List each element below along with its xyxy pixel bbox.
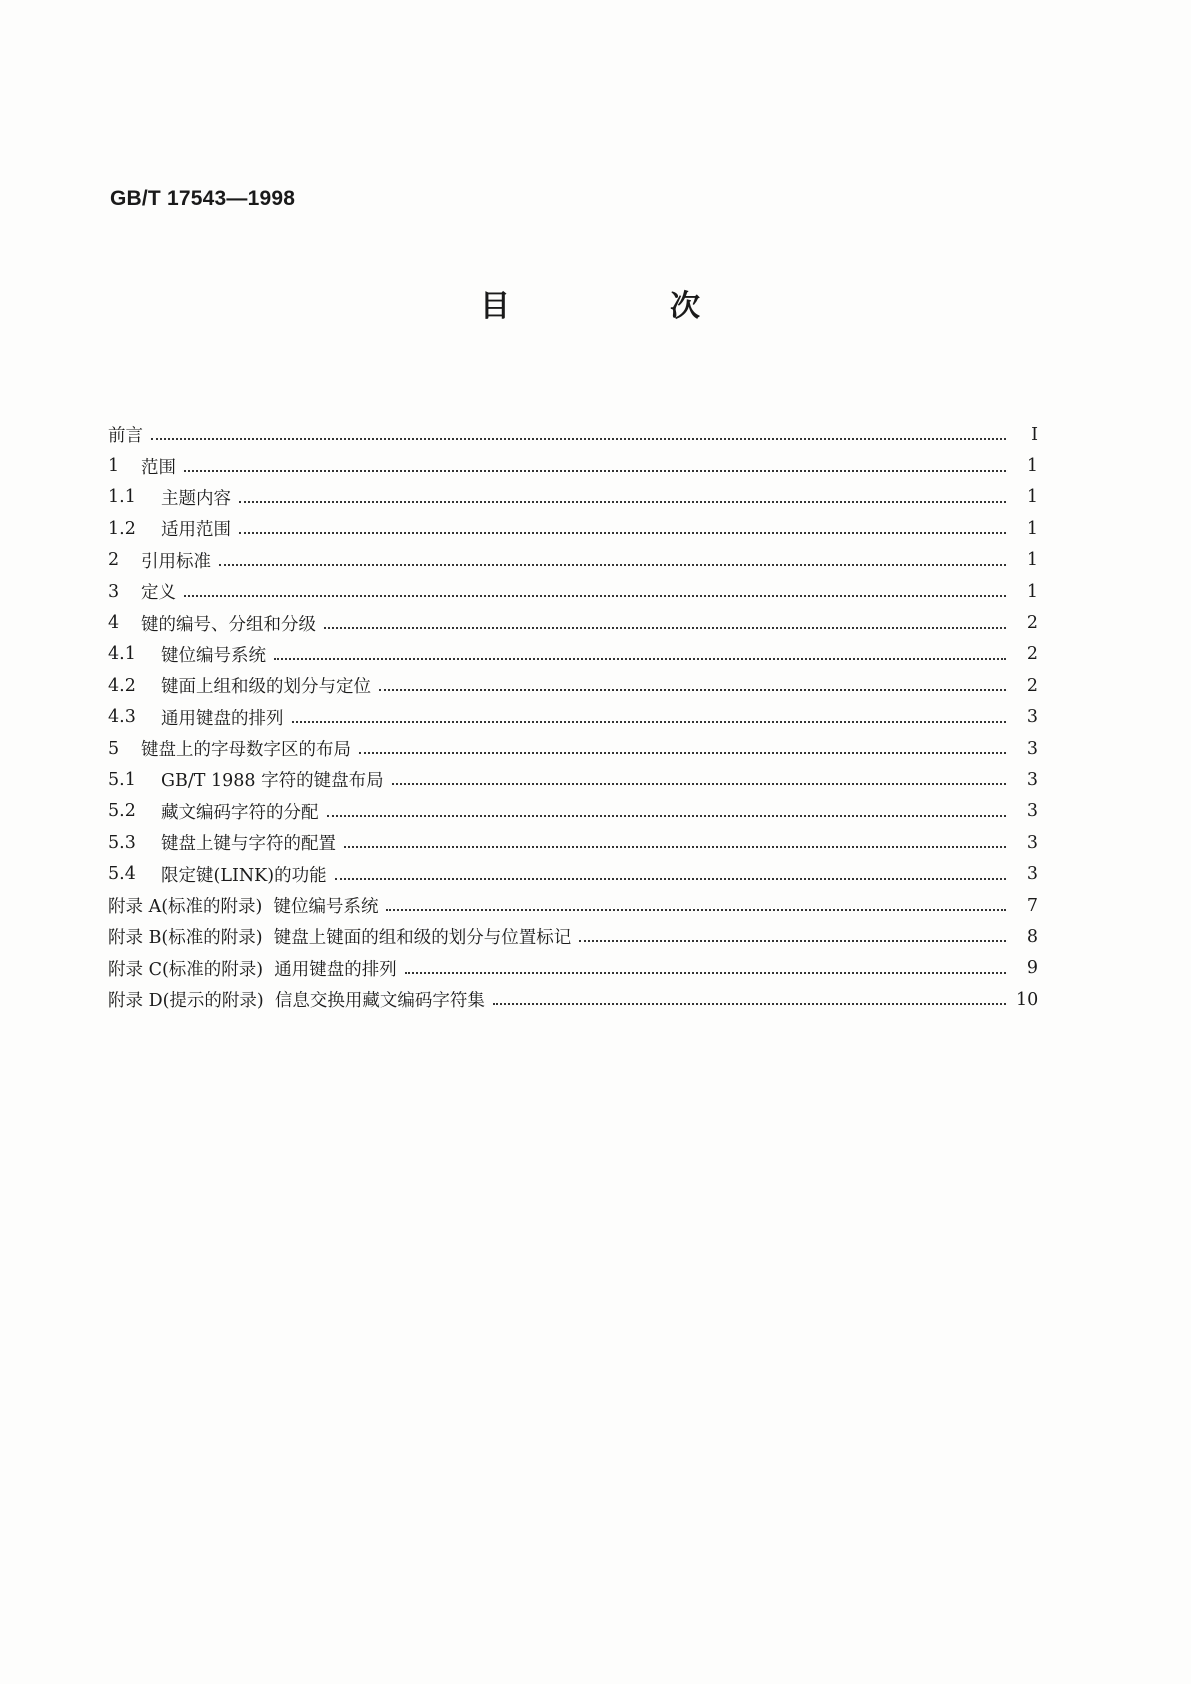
title-char-1: 目	[480, 289, 510, 324]
toc-entry-title: 键的编号、分组和分级	[141, 614, 316, 635]
toc-entry[interactable]	[108, 576, 1038, 607]
toc-entry-page: 10	[1016, 989, 1039, 1010]
toc-dot-leader	[359, 751, 1006, 754]
toc-entry-title: 键盘上的字母数字区的布局	[141, 740, 351, 761]
toc-entry-number: 5.2	[108, 801, 136, 822]
toc-dot-leader	[579, 939, 1006, 942]
toc-entry-title: 键盘上键与字符的配置	[161, 834, 336, 855]
toc-entry[interactable]	[108, 607, 1038, 638]
toc-entry-number: 1.1	[108, 487, 136, 508]
toc-entry-number: 1.2	[108, 518, 136, 539]
toc-entry-page: 1	[1026, 581, 1038, 602]
toc-entry[interactable]	[108, 796, 1038, 827]
toc-dot-leader	[184, 469, 1006, 472]
toc-dot-leader	[239, 531, 1006, 534]
toc-entry-title: 前言	[108, 426, 143, 447]
toc-entry-number: 5.4	[108, 864, 136, 885]
toc-dot-leader	[184, 594, 1006, 597]
toc-entry-page: 1	[1026, 487, 1038, 508]
toc-entry-title: 附录 A(标准的附录) 键位编号系统	[108, 897, 379, 918]
toc-dot-leader	[274, 657, 1006, 660]
toc-entry-title: 通用键盘的排列	[161, 708, 284, 729]
toc-entry-title: 附录 B(标准的附录) 键盘上键面的组和级的划分与位置标记	[108, 928, 572, 949]
toc-entry-page: 2	[1026, 644, 1038, 665]
toc-entry-page: 2	[1026, 675, 1038, 696]
toc-dot-leader	[335, 877, 1006, 880]
toc-entry[interactable]	[108, 953, 1038, 984]
toc-entry-page: 9	[1026, 958, 1038, 979]
page-title	[480, 281, 700, 325]
toc-entry[interactable]	[108, 482, 1038, 513]
toc-entry[interactable]	[108, 984, 1038, 1015]
toc-entry-page: 1	[1026, 550, 1038, 571]
toc-dot-leader	[392, 782, 1006, 785]
toc-dot-leader	[151, 437, 1006, 440]
toc-entry-number: 5.3	[108, 832, 136, 853]
toc-entry[interactable]	[108, 858, 1038, 889]
toc-entry-number: 3	[108, 581, 120, 602]
toc-entry-number: 1	[108, 456, 120, 477]
toc-entry-page: 1	[1026, 518, 1038, 539]
toc-entry-page: 2	[1026, 613, 1038, 634]
toc-entry-number: 4.3	[108, 707, 136, 728]
toc-entry-page: 3	[1026, 738, 1038, 759]
toc-entry-title: 引用标准	[141, 551, 211, 572]
toc-entry-number: 4.2	[108, 675, 136, 696]
toc-dot-leader	[379, 688, 1006, 691]
toc-dot-leader	[344, 845, 1006, 848]
toc-entry-title: 主题内容	[161, 488, 231, 509]
toc-entry-page: 7	[1026, 895, 1038, 916]
toc-entry-page: Ⅰ	[1031, 424, 1038, 445]
toc-entry-page: 8	[1026, 926, 1038, 947]
toc-entry[interactable]	[108, 513, 1038, 544]
toc-dot-leader	[386, 908, 1006, 911]
toc-entry-number: 2	[108, 550, 120, 571]
toc-entry[interactable]	[108, 890, 1038, 921]
toc-entry-number: 4	[108, 613, 120, 634]
toc-entry-title: 范围	[141, 457, 176, 478]
toc-entry-title: 适用范围	[161, 520, 231, 541]
toc-entry[interactable]	[108, 545, 1038, 576]
toc-entry[interactable]	[108, 670, 1038, 701]
toc-dot-leader	[219, 563, 1006, 566]
toc-entry-page: 3	[1026, 707, 1038, 728]
toc-entry-title: GB/T 1988 字符的键盘布局	[161, 771, 384, 792]
toc-dot-leader	[324, 626, 1006, 629]
toc-entry-page: 3	[1026, 832, 1038, 853]
toc-entry-page: 1	[1026, 456, 1038, 477]
toc-entry-page: 3	[1026, 864, 1038, 885]
toc-entry-number: 4.1	[108, 644, 136, 665]
toc-dot-leader	[493, 1002, 1006, 1005]
toc-entry-title: 限定键(LINK)的功能	[161, 865, 327, 886]
toc-entry[interactable]	[108, 921, 1038, 952]
toc-entry[interactable]	[108, 733, 1038, 764]
toc-entry-number: 5.1	[108, 769, 136, 790]
toc-entry[interactable]	[108, 702, 1038, 733]
toc-entry[interactable]	[108, 827, 1038, 858]
toc-entry-title: 附录 C(标准的附录) 通用键盘的排列	[108, 959, 397, 980]
toc-entry-title: 定义	[141, 583, 176, 604]
toc-entry-page: 3	[1026, 801, 1038, 822]
toc-entry-page: 3	[1026, 769, 1038, 790]
title-char-2: 次	[670, 289, 700, 324]
toc-dot-leader	[405, 971, 1006, 974]
toc-dot-leader	[327, 814, 1007, 817]
toc-entry-title: 藏文编码字符的分配	[161, 802, 319, 823]
toc-entry-number: 5	[108, 738, 120, 759]
toc-dot-leader	[292, 720, 1007, 723]
standard-code: GB/T 17543—1998	[110, 187, 296, 210]
toc-entry[interactable]	[108, 764, 1038, 795]
toc-entry-title: 键面上组和级的划分与定位	[161, 677, 371, 698]
toc-entry[interactable]	[108, 639, 1038, 670]
toc-entry[interactable]	[108, 419, 1038, 450]
toc-dot-leader	[239, 500, 1006, 503]
toc-entry[interactable]	[108, 450, 1038, 481]
toc-entry-title: 附录 D(提示的附录) 信息交换用藏文编码字符集	[108, 991, 485, 1012]
toc-entry-title: 键位编号系统	[161, 645, 266, 666]
table-of-contents	[108, 419, 1038, 1015]
